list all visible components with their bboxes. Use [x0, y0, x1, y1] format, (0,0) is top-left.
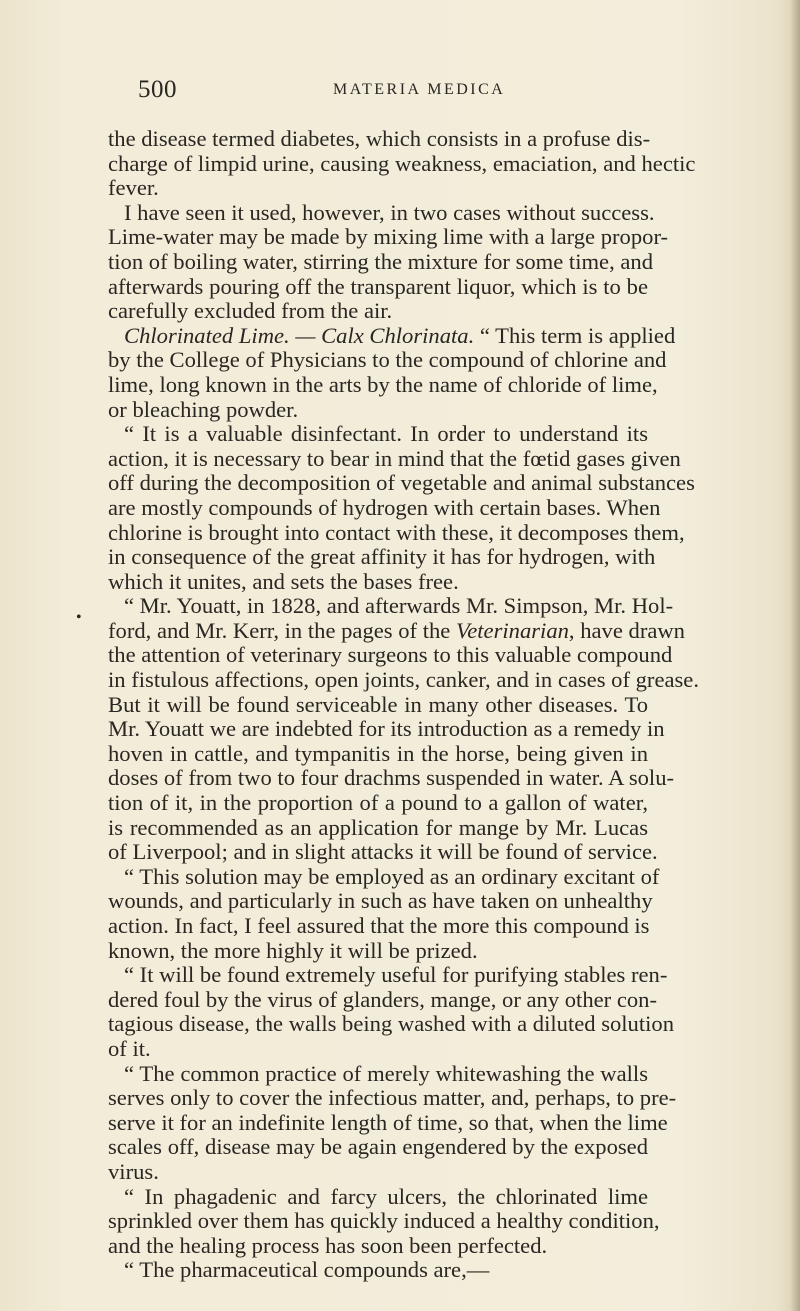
page-header — [138, 76, 658, 106]
text-line: “ The common practice of merely whitewashing the walls — [124, 1060, 648, 1086]
running-head: MATERIA MEDICA — [333, 81, 506, 98]
text-line: Lime-water may be made by mixing lime with a large propor- — [108, 224, 669, 250]
text-line: in fistulous affections, open joints, canker, and in cases of grease. — [108, 667, 699, 693]
text-line: “ In phagadenic and farcy ulcers, the chlorinated lime — [124, 1183, 648, 1209]
page-edge-shadow — [790, 0, 800, 1311]
text-line: the attention of veterinary surgeons to this valuable compound — [108, 642, 673, 668]
margin-mark: • — [76, 609, 82, 626]
text-line: tion of boiling water, stirring the mixture for some time, and — [108, 248, 653, 274]
text-line: “ It will be found extremely useful for purifying stables ren- — [124, 962, 668, 988]
text-line: wounds, and particularly in such as have taken on unhealthy — [108, 888, 653, 914]
heading-chlorinated-lime: Chlorinated Lime. — Calx Chlorinata. — [124, 322, 475, 348]
text-line: chlorine is brought into contact with these, it decomposes them, — [108, 519, 685, 545]
text-line: by the College of Physicians to the compound of chlorine and — [108, 347, 667, 373]
text-line: are mostly compounds of hydrogen with certain bases. When — [108, 494, 661, 520]
title-veterinarian: Veterinarian — [455, 617, 569, 643]
text-line: action. In fact, I feel assured that the more this compound is — [108, 913, 650, 938]
text-line: carefully excluded from the air. — [108, 298, 393, 324]
body-text — [108, 126, 699, 1283]
text-line: scales off, disease may be again engendered by the exposed — [108, 1134, 648, 1160]
text-line: and the healing process has soon been perfected. — [108, 1232, 548, 1258]
text-line: doses of from two to four drachms suspended in water. A solu- — [108, 765, 675, 791]
text-line: known, the more highly it will be prized. — [108, 937, 478, 963]
text-line: afterwards pouring off the transparent liquor, which is to be — [108, 273, 648, 299]
page-number: 500 — [138, 76, 177, 103]
text-line: is recommended as an application for mange by Mr. Lucas — [108, 814, 648, 840]
text-line: of Liverpool; and in slight attacks it will be found of service. — [108, 839, 658, 865]
text-line: “ It is a valuable disinfectant. In order to understand its — [124, 421, 648, 447]
text-line: But it will be found serviceable in many other diseases. To — [108, 691, 648, 717]
text-line: lime, long known in the arts by the name of chloride of lime, — [108, 371, 658, 397]
text-line-chlorinated-lime-heading: Chlorinated Lime. — Calx Chlorinata. “ This term is applied — [124, 322, 676, 348]
text-line: “ This solution may be employed as an ordinary excitant of — [124, 863, 660, 889]
text-line: tion of it, in the proportion of a pound to a gallon of water, — [108, 790, 648, 816]
text-line: action, it is necessary to bear in mind that the fœtid gases given — [108, 445, 681, 471]
text-line: which it unites, and sets the bases free. — [108, 568, 459, 594]
text-line: virus. — [108, 1158, 159, 1184]
text-line: of it. — [108, 1035, 151, 1061]
text-line: in consequence of the great affinity it has for hydrogen, with — [108, 544, 656, 570]
text-line: I have seen it used, however, in two cases without success. — [124, 199, 655, 225]
text-line: sprinkled over them has quickly induced a healthy condition, — [108, 1208, 660, 1234]
text-line: serves only to cover the infectious matter, and, perhaps, to pre- — [108, 1085, 677, 1111]
text-line-veterinarian: ford, and Mr. Kerr, in the pages of the Veterinarian, have drawn — [108, 617, 685, 643]
text-line: hoven in cattle, and tympanitis in the horse, being given in — [108, 740, 648, 766]
text-line: off during the decomposition of vegetable and animal substances — [108, 470, 695, 496]
text-line: Mr. Youatt we are indebted for its introduction as a remedy in — [108, 716, 665, 742]
text-line: fever. — [108, 175, 159, 201]
text-line: “ Mr. Youatt, in 1828, and afterwards Mr. Simpson, Mr. Hol- — [124, 593, 674, 619]
text-line: “ The pharmaceutical compounds are,— — [124, 1257, 490, 1283]
text-line: serve it for an indefinite length of time, so that, when the lime — [108, 1109, 668, 1135]
text-line: the disease termed diabetes, which consists in a profuse dis- — [108, 126, 651, 151]
text-line: charge of limpid urine, causing weakness, emaciation, and hectic — [108, 150, 696, 176]
text-line: dered foul by the virus of glanders, mange, or any other con- — [108, 986, 657, 1012]
text-line: or bleaching powder. — [108, 396, 299, 422]
text-line: tagious disease, the walls being washed with a diluted solution — [108, 1011, 675, 1037]
